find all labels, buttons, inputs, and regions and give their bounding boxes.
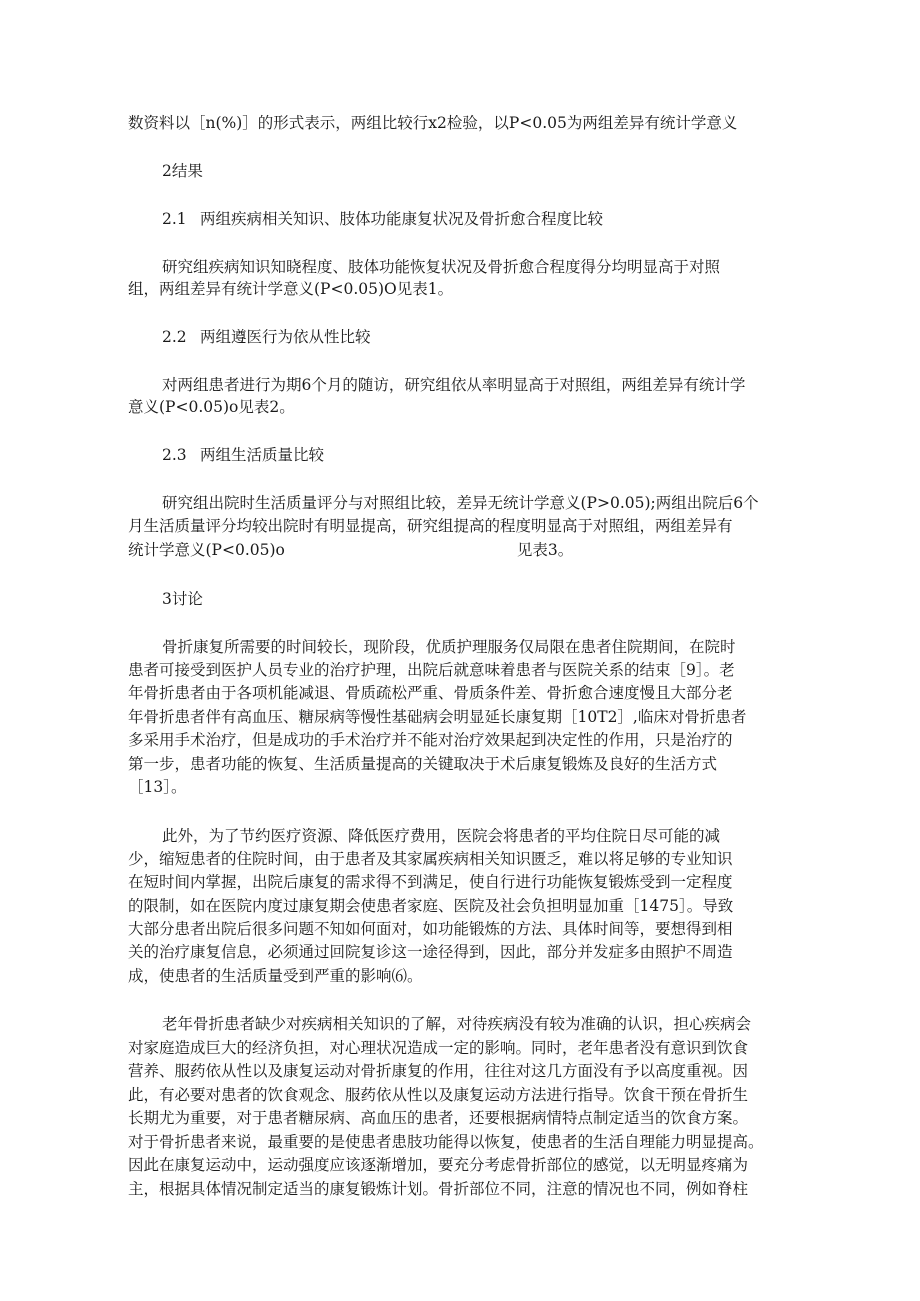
para-3-2-line: 在短时间内掌握，出院后康复的需求得不到满足，使自行进行功能恢复锻炼受到一定程度 [128, 873, 733, 891]
subsection-2-3-heading [162, 444, 324, 466]
para-3-2-line: 成，使患者的生活质量受到严重的影响⑹。 [128, 967, 423, 985]
para-2-1-line: 组，两组差异有统计学意义(P<0.05)O见表1。 [128, 280, 454, 298]
para-2-3-fragment: 见表3。 [516, 541, 574, 559]
para-2-2-line: 意义(P<0.05)o见表2。 [128, 398, 295, 416]
para-3-1-line: 第一步，患者功能的恢复、生活质量提高的关键取决于术后康复锻炼及良好的生活方式 [128, 755, 718, 773]
para-3-2-line: 关的治疗康复信息，必须通过回院复诊这一途径得到，因此，部分并发症多由照护不周造 [128, 943, 733, 961]
para-3-1-line: 年骨折患者伴有高血压、糖尿病等慢性基础病会明显延长康复期［10T2］,临床对骨折患者 [128, 708, 747, 726]
para-2-3-line: 研究组出院时生活质量评分与对照组比较，差异无统计学意义(P>0.05);两组出院后6个 [162, 494, 759, 512]
section-2-title: 2结果 [162, 162, 203, 180]
para-3-3-line: 因此在康复运动中，运动强度应该逐渐增加，要充分考虑骨折部位的感觉，以无明显疼痛为 [128, 1156, 749, 1174]
para-3-1-line: ［13］。 [128, 778, 187, 796]
para-3-3-line: 营养、服药依从性以及康复运动对骨折康复的作用，往往对这几方面没有予以高度重视。因 [128, 1062, 749, 1080]
para-3-2-line: 少，缩短患者的住院时间，由于患者及其家属疾病相关知识匮乏，难以将足够的专业知识 [128, 850, 733, 868]
para-3-1-line: 骨折康复所需要的时间较长，现阶段，优质护理服务仅局限在患者住院期间，在院时 [162, 638, 736, 656]
subsection-2-1-heading [162, 208, 603, 230]
para-3-3-line: 长期尤为重要，对于患者糖尿病、高血压的患者，还要根据病情特点制定适当的饮食方案。 [128, 1109, 749, 1127]
subsection-2-1-number: 2.1 [162, 210, 187, 228]
subsection-2-2-title: 两组遵医行为依从性比较 [200, 328, 371, 346]
subsection-2-2-number: 2.2 [162, 328, 187, 346]
subsection-2-3-title: 两组生活质量比较 [200, 446, 325, 464]
para-3-2-line: 此外，为了节约医疗资源、降低医疗费用，医院会将患者的平均住院日尽可能的减 [162, 827, 721, 845]
para-2-3-line [128, 539, 573, 561]
para-2-2-line: 对两组患者进行为期6个月的随访，研究组依从率明显高于对照组，两组差异有统计学 [162, 376, 746, 394]
subsection-2-3-number: 2.3 [162, 446, 187, 464]
para-2-1-line: 研究组疾病知识知晓程度、肢体功能恢复状况及骨折愈合程度得分均明显高于对照 [162, 258, 721, 276]
para-3-2-line: 大部分患者出院后很多问题不知如何面对，如功能锻炼的方法、具体时间等，要想得到相 [128, 920, 733, 938]
para-3-1-line: 多采用手术治疗，但是成功的手术治疗并不能对治疗效果起到决定性的作用，只是治疗的 [128, 731, 733, 749]
para-2-3-fragment: 统计学意义(P<0.05)o [128, 541, 285, 559]
para-2-3-line: 月生活质量评分均较出院时有明显提高，研究组提高的程度明显高于对照组，两组差异有 [128, 517, 733, 535]
para-3-2-line: 的限制，如在医院内度过康复期会使患者家庭、医院及社会负担明显加重［1475］。导致 [128, 897, 734, 915]
para-3-3-line: 主，根据具体情况制定适当的康复锻炼计划。骨折部位不同，注意的情况也不同，例如脊柱 [128, 1180, 749, 1198]
intro-tail-line: 数资料以［n(%)］的形式表示，两组比较行x2检验，以P<0.05为两组差异有统计学意义 [128, 114, 738, 132]
para-3-3-line: 对家庭造成巨大的经济负担，对心理状况造成一定的影响。同时，老年患者没有意识到饮食 [128, 1039, 749, 1057]
subsection-2-2-heading [162, 326, 371, 348]
subsection-2-1-title: 两组疾病相关知识、肢体功能康复状况及骨折愈合程度比较 [200, 210, 604, 228]
para-3-1-line: 年骨折患者由于各项机能减退、骨质疏松严重、骨质条件差、骨折愈合速度慢且大部分老 [128, 684, 733, 702]
para-3-1-line: 患者可接受到医护人员专业的治疗护理，出院后就意味着患者与医院关系的结束［9］。老 [128, 661, 735, 679]
para-3-3-line: 老年骨折患者缺少对疾病相关知识的了解，对待疾病没有较为准确的认识，担心疾病会 [162, 1015, 752, 1033]
para-3-3-line: 对于骨折患者来说，最重要的是使患者患肢功能得以恢复，使患者的生活自理能力明显提高。 [128, 1133, 764, 1151]
section-3-title: 3讨论 [162, 590, 203, 608]
para-3-3-line: 此，有必要对患者的饮食观念、服药依从性以及康复运动方法进行指导。饮食干预在骨折生 [128, 1086, 749, 1104]
